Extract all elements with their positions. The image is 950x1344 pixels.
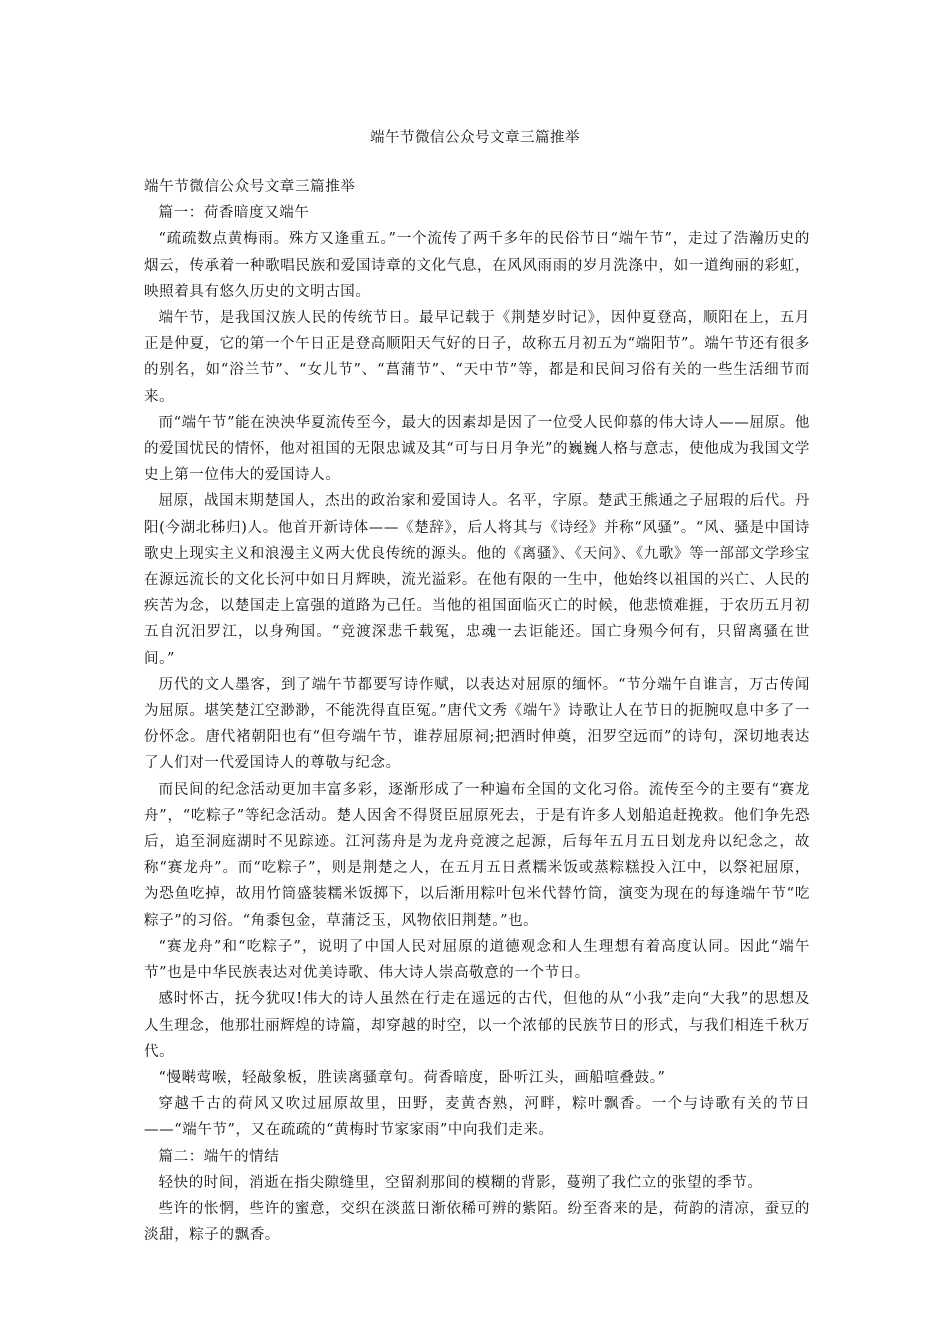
chapter-heading-1: 篇一：荷香暗度又端午	[158, 205, 310, 222]
paragraph: 历代的文人墨客，到了端午节都要写诗作赋，以表达对屈原的缅怀。“节分端午自谁言，万古传闻为屈原。堪笑楚江空渺渺，不能洗得直臣冤。”唐代文秀《端午》诗歌让人在节日的扼腕叹息中多了一份怀念。唐代褚朝阳也有“但夸端午节，谁荐屈原祠;把酒时伸奠，汨罗空远而”的诗句，深切地表达了人们对一代爱国诗人的尊敬与纪念。	[144, 676, 810, 772]
section-heading: 端午节微信公众号文章三篇推举	[144, 179, 356, 195]
paragraph: 些许的怅惘，些许的蜜意，交织在淡蓝日渐依稀可辨的紫陌。纷至沓来的是，荷韵的清凉，蚕豆的淡甜，粽子的飘香。	[144, 1200, 810, 1244]
paragraph: 屈原，战国末期楚国人，杰出的政治家和爱国诗人。名平，字原。楚武王熊通之子屈瑕的后代。丹阳(今湖北秭归)人。他首开新诗体——《楚辞》，后人将其与《诗经》并称“风骚”。“风、骚是中国诗歌史上现实主义和浪漫主义两大优良传统的源头。他的《离骚》、《天问》、《九歌》等一部部文学珍宝在源远流长的文化长河中如日月辉映，流光溢彩。在他有限的一生中，他始终以祖国的兴亡、人民的疾苦为念，以楚国走上富强的道路为己任。当他的祖国面临灭亡的时候，他悲愤难捱，于农历五月初五自沉汨罗江，以身殉国。“竞渡深悲千载冤，忠魂一去讵能还。国亡身殒今何有，只留离骚在世间。”	[144, 493, 810, 667]
chapter-heading-2: 篇二：端午的情结	[158, 1148, 280, 1165]
paragraph: 感时怀古，抚今犹叹!伟大的诗人虽然在行走在遥远的古代，但他的从“小我”走向“大我”的思想及人生理念，他那壮丽辉煌的诗篇，却穿越的时空，以一个浓郁的民族节日的形式，与我们相连千秋万代。	[144, 991, 810, 1060]
paragraph: 而“端午节”能在泱泱华夏流传至今，最大的因素却是因了一位受人民仰慕的伟大诗人——屈原。他的爱国忧民的情怀，他对祖国的无限忠诚及其“可与日月争光”的巍巍人格与意志，使他成为我国文学史上第一位伟大的爱国诗人。	[144, 414, 810, 484]
document-title: 端午节微信公众号文章三篇推举	[370, 130, 580, 146]
paragraph: 轻快的时间，消逝在指尖隙缝里，空留刹那间的模糊的背影，蔓朔了我伫立的张望的季节。	[158, 1174, 763, 1191]
paragraph: 端午节，是我国汉族人民的传统节日。最早记载于《荆楚岁时记》，因仲夏登高，顺阳在上，五月正是仲夏，它的第一个午日正是登高顺阳天气好的日子，故称五月初五为“端阳节”。端午节还有很多的别名，如“浴兰节”、“女儿节”、“菖蒲节”、“天中节”等，都是和民间习俗有关的一些生活细节而来。	[144, 310, 810, 405]
poem-quote: “慢啭莺喉，轻敲象板，胜读离骚章句。荷香暗度，卧听江头，画船喧叠鼓。”	[158, 1069, 666, 1086]
paragraph: “赛龙舟”和“吃粽子”，说明了中国人民对屈原的道德观念和人生理想有着高度认同。因此“端午节”也是中华民族表达对优美诗歌、伟大诗人崇高敬意的一个节日。	[144, 938, 810, 982]
paragraph: 穿越千古的荷风又吹过屈原故里，田野，麦黄杏熟，河畔，粽叶飘香。一个与诗歌有关的节日——“端午节”，又在疏疏的“黄梅时节家家雨”中向我们走来。	[144, 1096, 810, 1139]
paragraph: 而民间的纪念活动更加丰富多彩，逐渐形成了一种遍布全国的文化习俗。流传至今的主要有“赛龙舟”，“吃粽子”等纪念活动。楚人因舍不得贤臣屈原死去，于是有许多人划船追赶挽救。他们争先恐后，追至洞庭湖时不见踪迹。江河荡舟是为龙舟竞渡之起源，后每年五月五日划龙舟以纪念之，故称“赛龙舟”。而“吃粽子”，则是荆楚之人，在五月五日煮糯米饭或蒸粽糕投入江中，以祭祀屈原，为恐鱼吃掉，故用竹筒盛装糯米饭掷下，以后渐用粽叶包米代替竹筒，演变为现在的每逢端午节“吃粽子”的习俗。“角黍包金，草蒲泛玉，风物依旧荆楚。”也。	[144, 781, 810, 929]
document-body	[144, 174, 810, 1248]
paragraph: “疏疏数点黄梅雨。殊方又逢重五。”一个流传了两千多年的民俗节日“端午节”，走过了浩瀚历史的烟云，传承着一种歌唱民族和爱国诗章的文化气息，在风风雨雨的岁月洗涤中，如一道绚丽的彩虹，映照着具有悠久历史的文明古国。	[144, 231, 810, 300]
